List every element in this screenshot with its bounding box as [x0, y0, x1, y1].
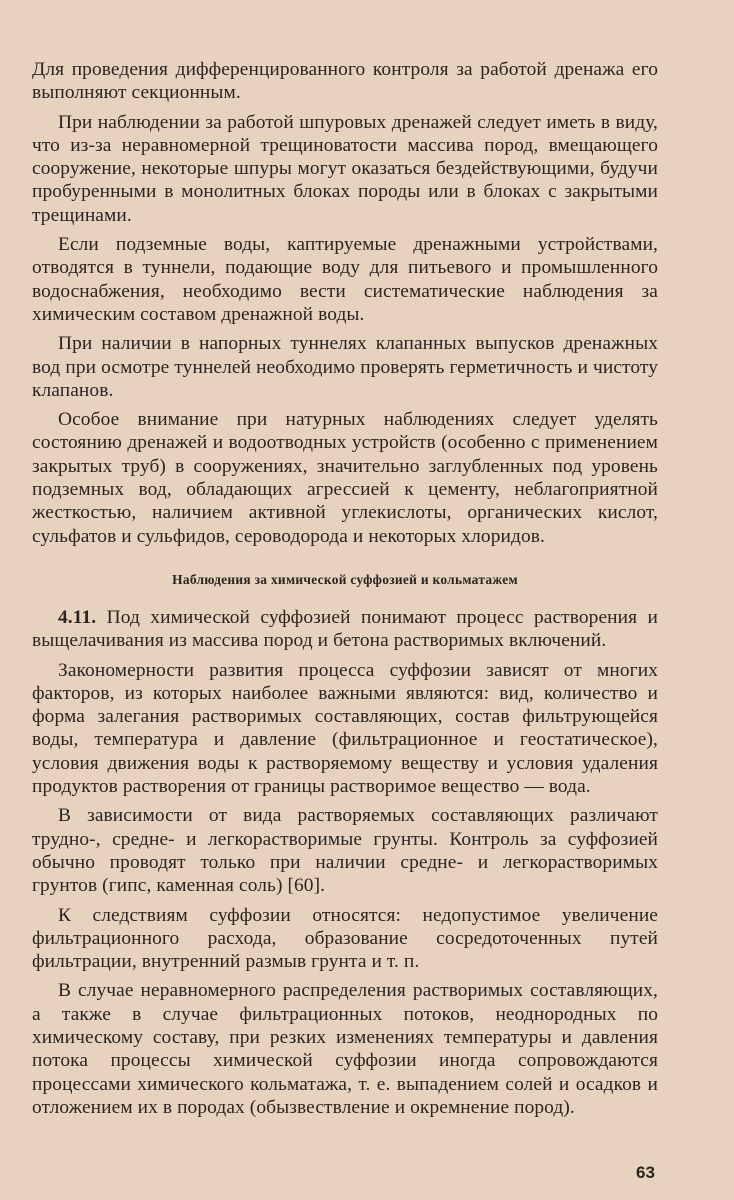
section-definition-text: Под химической суффозией понимают процесс растворения и выщелачивания из массива пород и бетона растворимых включений.: [32, 606, 658, 652]
paragraph-drainage-sectional: Для проведения дифференцированного контроля за работой дренажа его выполняют секционным.: [32, 59, 658, 104]
page-number: 63: [636, 1163, 655, 1182]
paragraph-soil-types: В зависимости от вида растворяемых составляющих различают трудно-, средне- и легкорастворимые грунты. Контроль за суффозией обычно проводят только при наличии средне- и легкорастворимых грунтов (гипс, каменная соль) [60].: [32, 805, 658, 897]
paragraph-valves: При наличии в напорных туннелях клапанных выпусков дренажных вод при осмотре туннелей необходимо проверять герметичность и чистоту клапанов.: [32, 333, 658, 401]
paragraph-section-definition: [32, 606, 658, 653]
paragraph-suffosion-factors: Закономерности развития процесса суффозии зависят от многих факторов, из которых наиболее важными являются: вид, количество и форма залегания растворимых составляющих, состав фильтрующейся воды, температура и давление (фильтрационное и геостатическое), условия движения воды к растворяемому веществу и условия удаления продуктов растворения от границы растворимое вещество — вода.: [32, 659, 658, 798]
section-heading: Наблюдения за химической суффозией и кольматажем: [172, 571, 518, 587]
paragraph-colmatage: В случае неравномерного распределения растворимых составляющих, а также в случае фильтрационных потоков, неоднородных по химическому составу, при резких изменениях температуры и давления потока процессы химической суффозии иногда сопровождаются процессами химического кольматажа, т. е. выпадением солей и осадков и отложением их в породах (обызвествление и окремнение пород).: [32, 980, 658, 1118]
paragraph-water-supply: Если подземные воды, каптируемые дренажными устройствами, отводятся в туннели, подающие воду для питьевого и промышленного водоснабжения, необходимо вести систематические наблюдения за химическим составом дренажной воды.: [32, 234, 658, 325]
paragraph-borehole-drainage: При наблюдении за работой шпуровых дренажей следует иметь в виду, что из-за неравномерной трещиноватости массива пород, вмещающего сооружение, некоторые шпуры могут оказаться бездействующими, будучи пробуренными в монолитных блоках породы или в блоках с закрытыми трещинами.: [32, 111, 658, 226]
page-body: [32, 58, 658, 1125]
section-number: 4.11.: [58, 606, 97, 628]
paragraph-consequences: К следствиям суффозии относятся: недопустимое увеличение фильтрационного расхода, образование сосредоточенных путей фильтрации, внутренний размыв грунта и т. п.: [32, 904, 658, 973]
paragraph-special-attention: Особое внимание при натурных наблюдениях следует уделять состоянию дренажей и водоотводных устройств (особенно с применением закрытых труб) в сооружениях, значительно заглубленных под уровень подземных вод, обладающих агрессией к цементу, неблагоприятной жесткостью, наличием активной углекислоты, органических кислот, сульфатов и сульфидов, сероводорода и некоторых хлоридов.: [32, 409, 658, 547]
